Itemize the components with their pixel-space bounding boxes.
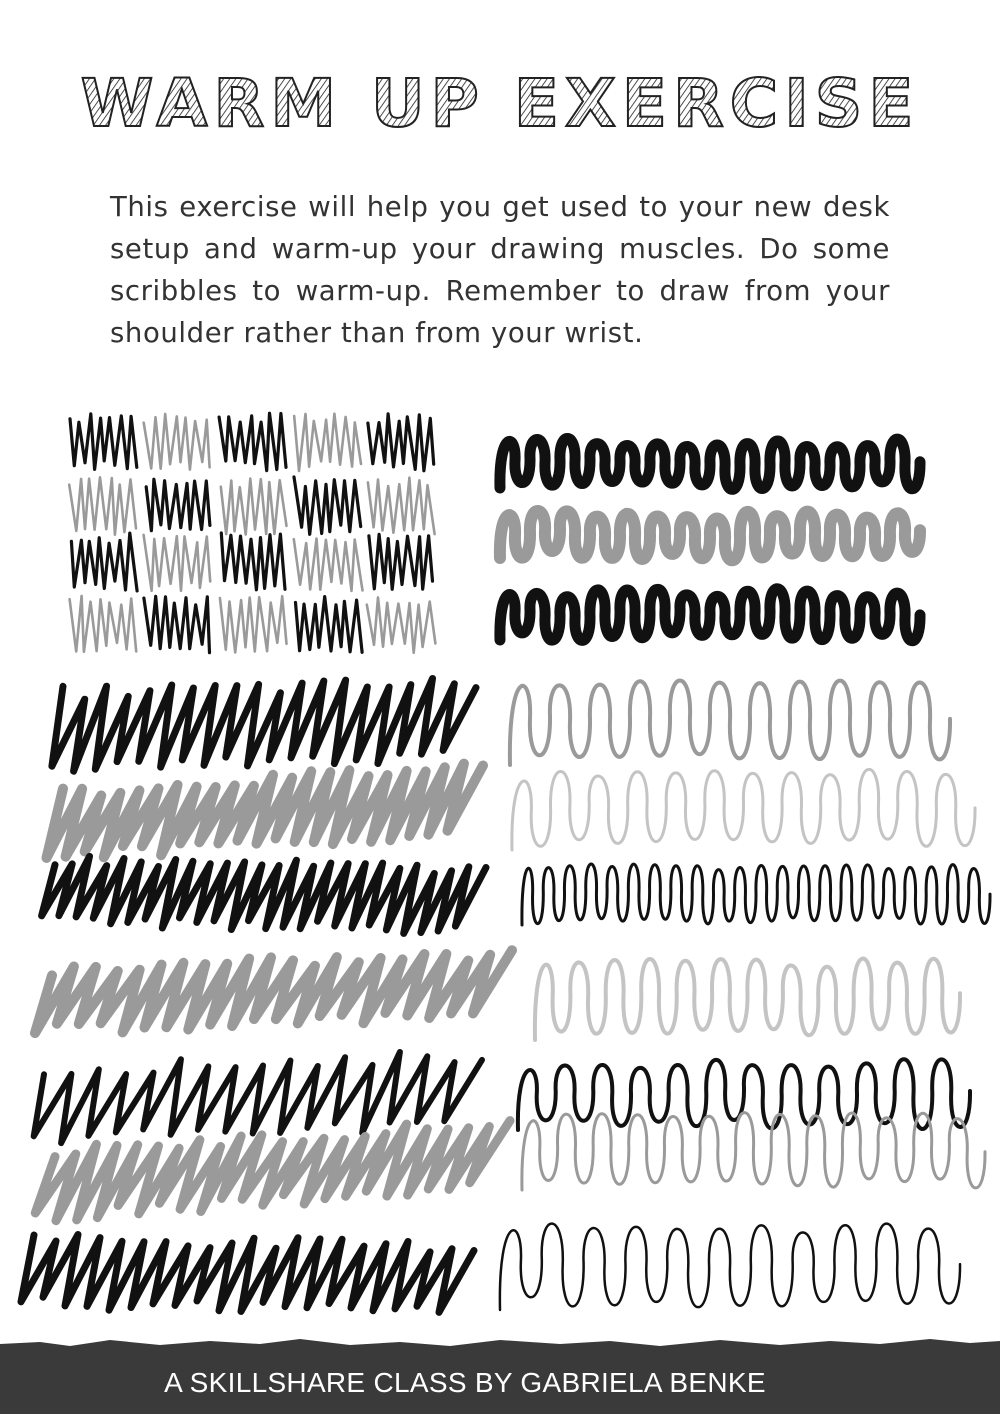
scribble-slanted-zigzag [52, 679, 476, 772]
scribble-wave [500, 1224, 960, 1310]
scribble-zigzag [220, 596, 287, 652]
footer-credit: A SKILLSHARE CLASS BY GABRIELA BENKE [164, 1367, 766, 1398]
scribble-wave [522, 1113, 985, 1190]
scribble-slanted-zigzag [34, 1052, 482, 1143]
scribble-wave [510, 681, 950, 765]
scribble-zigzag [219, 413, 286, 470]
scribble-zigzag [294, 539, 363, 591]
scribble-wave [522, 864, 990, 925]
page-title: WARM UP EXERCISE [80, 65, 920, 142]
page-title-graphic [0, 40, 1000, 160]
scribble-zigzag [296, 597, 363, 653]
intro-paragraph: This exercise will help you get used to your new desk setup and warm-up your drawing muscles. Do some scribbles to warm-up. Remember to draw from your shoulder rather than from your wrist. [110, 191, 890, 349]
scribble-slanted-zigzag [21, 1235, 474, 1313]
scribble-slanted-zigzag [35, 950, 512, 1033]
scribble-zigzag [369, 534, 433, 589]
scribble-wave [518, 1059, 970, 1130]
scribble-wave [500, 511, 920, 560]
scribble-wave [535, 959, 960, 1040]
scribble-zigzag [368, 414, 434, 471]
scribble-wave [500, 589, 920, 641]
scribble-zigzag [144, 535, 211, 591]
scribble-zigzag [294, 414, 361, 471]
scribble-zigzag [221, 533, 285, 590]
scribble-zigzag [294, 477, 361, 534]
scribble-zigzag [69, 477, 136, 534]
scribble-zigzag [367, 597, 436, 652]
scribble-zigzag [221, 479, 287, 535]
scribble-slanted-zigzag [35, 1121, 510, 1221]
scribble-wave [500, 438, 920, 489]
scribble-wave [512, 769, 975, 850]
scribble-zigzag [368, 478, 435, 534]
scribble-slanted-zigzag [42, 856, 486, 933]
scribble-zigzag [144, 414, 210, 470]
scribble-zigzag [144, 596, 210, 652]
scribble-zigzag [70, 596, 137, 652]
scribble-zigzag [146, 479, 210, 531]
scribble-examples [0, 400, 1000, 1340]
scribble-zigzag [70, 414, 137, 470]
scribble-zigzag [71, 533, 137, 591]
scribble-slanted-zigzag [47, 764, 484, 858]
